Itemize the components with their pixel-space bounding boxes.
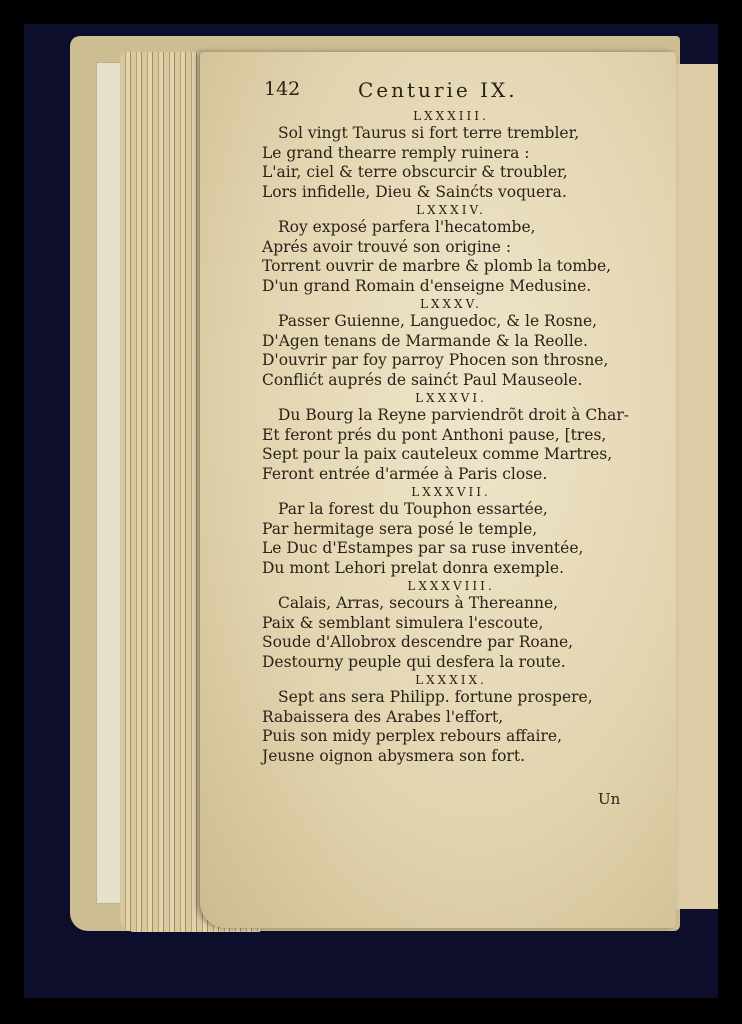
verse-line: Sol vingt Taurus si fort terre trembler, bbox=[278, 124, 580, 142]
verse-line: Soude d'Allobrox descendre par Roane, bbox=[262, 633, 574, 651]
stanza-number: LXXXIII. bbox=[413, 109, 489, 123]
stanza-number: LXXXV. bbox=[420, 297, 482, 311]
page-number: 142 bbox=[264, 78, 301, 100]
verse-line: Calais, Arras, secours à Thereanne, bbox=[278, 594, 559, 612]
page-header bbox=[264, 78, 594, 106]
verse-line: Torrent ouvrir de marbre & plomb la tombe, bbox=[262, 257, 612, 275]
verse-line: Le Duc d'Estampes par sa ruse inventée, bbox=[262, 539, 584, 557]
verse-line: Par hermitage sera posé le temple, bbox=[262, 519, 538, 538]
verse-line: D'un grand Romain d'enseigne Medusine. bbox=[262, 276, 592, 295]
stanza-number: LXXXVIII. bbox=[407, 579, 495, 593]
catchword: Un bbox=[598, 790, 621, 808]
stanza-number: LXXXIV. bbox=[416, 203, 486, 217]
stanza-number: LXXXIX. bbox=[415, 673, 487, 687]
verse-line: D'Agen tenans de Marmande & la Reolle. bbox=[262, 331, 588, 350]
verse-line: Jeusne oignon abysmera son fort. bbox=[262, 746, 525, 765]
verse-line: Conflićt auprés de sainćt Paul Mauseole. bbox=[262, 370, 583, 389]
verse-line: Roy exposé parfera l'hecatombe, bbox=[278, 218, 536, 236]
verse-line: Du Bourg la Reyne parviendrõt droit à Char- bbox=[278, 406, 630, 424]
verse-line: Paix & semblant simulera l'escoute, bbox=[262, 613, 544, 632]
verse-line: Du mont Lehori prelat donra exemple. bbox=[262, 558, 565, 577]
verse-line: Destourny peuple qui desfera la route. bbox=[262, 652, 566, 671]
verse-line: Lors infidelle, Dieu & Sainćts voquera. bbox=[262, 182, 567, 201]
verse-line: Feront entrée d'armée à Paris close. bbox=[262, 464, 548, 483]
verse-line: Le grand thearre remply ruinera : bbox=[262, 143, 530, 162]
running-title: Centurie IX. bbox=[358, 78, 518, 102]
verse-line: Sept ans sera Philipp. fortune prospere, bbox=[278, 688, 593, 706]
verse-line: Puis son midy perplex rebours affaire, bbox=[262, 727, 563, 745]
stanza-number: LXXXVII. bbox=[411, 485, 491, 499]
verse-line: Passer Guienne, Languedoc, & le Rosne, bbox=[278, 312, 598, 330]
quatrain-text bbox=[262, 108, 640, 766]
verse-line: Par la forest du Touphon essartée, bbox=[278, 500, 548, 518]
verse-line: Et feront prés du pont Anthoni pause, [tres, bbox=[262, 425, 607, 444]
verse-line: L'air, ciel & terre obscurcir & troubler, bbox=[262, 163, 568, 181]
verse-line: D'ouvrir par foy parroy Phocen son throsne, bbox=[262, 351, 609, 369]
verse-line: Rabaissera des Arabes l'effort, bbox=[262, 707, 504, 726]
verse-line: Aprés avoir trouvé son origine : bbox=[262, 237, 512, 256]
verse-line: Sept pour la paix cauteleux comme Martres, bbox=[262, 445, 613, 463]
stanza-number: LXXXVI. bbox=[415, 391, 487, 405]
